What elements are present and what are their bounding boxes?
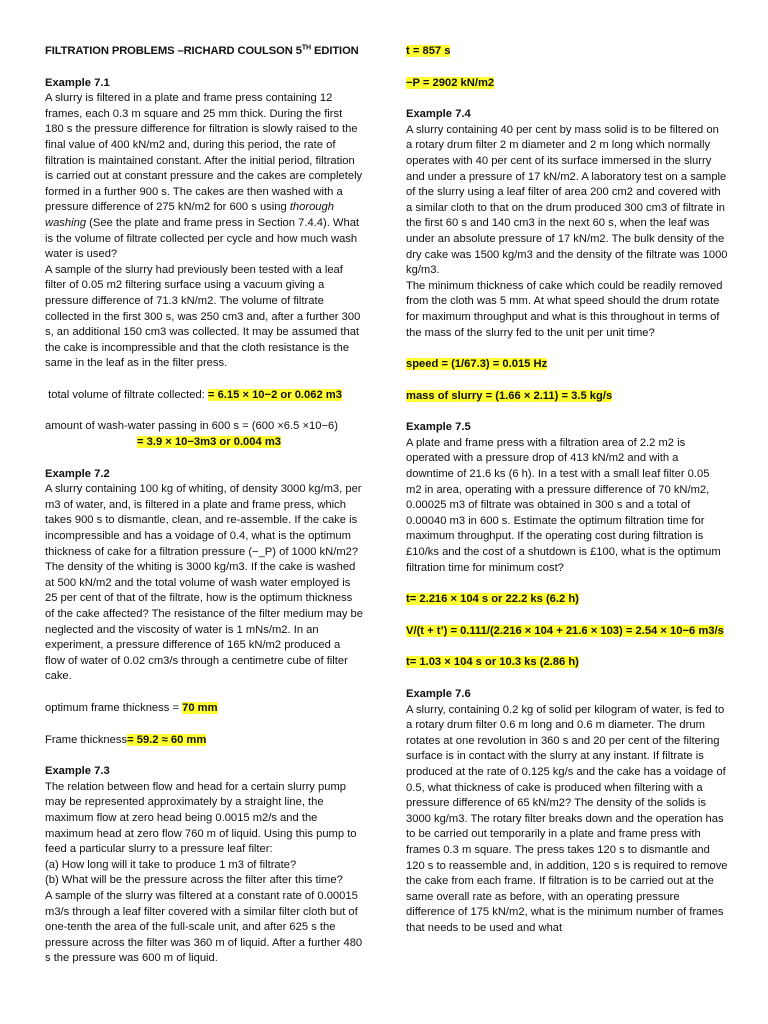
example-7-2-answer-2 [45, 733, 363, 749]
answer-highlight: = 59.2 ≈ 60 mm [127, 733, 207, 746]
example-7-5-text: A plate and frame press with a filtration area of 2.2 m2 is operated with a pressure drop of 413 kN/m2 and with a downtime of 21.6 ks (6 h). In a test with a small leaf filter 0.05 m2 in area, operating with a pressure difference of 70 kN/m2, 0.00025 m3 of filtrate was obtained in 300 s and a total of 0.00040 m3 in 600 s. Estimate the optimum filtration time for maximum throughput. If the operating cost during filtration is £10/ks and the cost of a shutdown is £100, what is the optimum filtration time for minimum cost? [406, 436, 721, 574]
example-7-3-question-b: (b) What will be the pressure across the filter after this time? [45, 874, 343, 887]
answer-label: total volume of filtrate collected: [48, 388, 205, 401]
answer-highlight: V/(t + t’) = 0.111/(2.216 × 104 + 21.6 × 103) = 2.54 × 10−6 m3/s [406, 624, 724, 637]
example-7-3-text: The relation between flow and head for a certain slurry pump may be represented approximately by a straight line, the maximum flow at zero head being 0.0015 m2/s and the maximum head at zero flow 760 m of liquid. Using this pump to feed a particular slurry to a pressure leaf filter: [45, 780, 357, 856]
answer-highlight: = 3.9 × 10−3m3 or 0.004 m3 [137, 436, 281, 449]
example-7-4-answer-speed [406, 357, 728, 373]
answer-highlight: speed = (1/67.3) = 0.015 Hz [406, 358, 548, 371]
example-7-1-text-part2: (See the plate and frame press in Section 7.4.4). What is the volume of filtrate collected per cycle and how much wash water is used? [45, 216, 360, 261]
example-7-5-answer-1 [406, 592, 728, 608]
left-column [45, 44, 363, 967]
answer-highlight: t= 2.216 × 104 s or 22.2 ks (6.2 h) [406, 593, 579, 606]
example-7-3-heading: Example 7.3 [45, 765, 110, 778]
example-7-1-answer-1 [45, 388, 363, 404]
answer-highlight: mass of slurry = (1.66 × 2.11) = 3.5 kg/s [406, 389, 613, 402]
answer-highlight: −P = 2902 kN/m2 [406, 76, 495, 89]
example-7-6-text: A slurry, containing 0.2 kg of solid per kilogram of water, is fed to a rotary drum filter 0.6 m long and 0.6 m diameter. The drum rotates at one revolution in 360 s and 20 per cent of the filtering surface is in contact with the slurry at any instant. If filtrate is produced at the rate of 0.125 kg/s and the cake has a voidage of 0.5, what thickness of cake is produced when filtering with a pressure difference of 65 kN/m2? The density of the solids is 3000 kg/m3. The rotary filter breaks down and the operation has to be carried out temporarily in a plate and frame press with frames 0.3 m square. The press takes 120 s to dismantle and 120 s to reassemble and, in addition, 120 s is required to remove the cake from each frame. If filtration is to be carried out at the same overall rate as before, with an operating pressure difference of 175 kN/m2, what is the minimum number of frames that needs to be used and what [406, 703, 728, 934]
example-7-1-answer-2 [45, 435, 363, 451]
example-7-5-heading: Example 7.5 [406, 421, 471, 434]
example-7-3-text-2: A sample of the slurry was filtered at a constant rate of 0.00015 m3/s through a leaf filter covered with a similar filter cloth but of one-tenth the area of the full-scale unit, and after 625 s the pressure across the filter was 360 m of liquid. After a further 480 s the pressure was 600 m of liquid. [45, 889, 363, 965]
answer-highlight: 70 mm [182, 701, 218, 714]
example-7-3-answer-p [406, 76, 728, 92]
answer-highlight: t= 1.03 × 104 s or 10.3 ks (2.86 h) [406, 656, 579, 669]
example-7-4-text: A slurry containing 40 per cent by mass solid is to be filtered on a rotary drum filter 2 m diameter and 2 m long which normally operates with 40 per cent of its surface immersed in the slurry and under a pressure of 17 kN/m2. A laboratory test on a sample of the slurry using a leaf filter of area 200 cm2 and covered with a similar cloth to that on the drum produced 300 cm3 of filtrate in the first 60 s and 140 cm3 in the next 60 s, when the leaf was under an absolute pressure of 17 kN/m2. The bulk density of the dry cake was 1500 kg/m3 and the density of the filtrate was 1000 kg/m3. [406, 123, 728, 277]
example-7-3-question-a: (a) How long will it take to produce 1 m3 of filtrate? [45, 858, 297, 871]
example-7-1-text-part1: A slurry is filtered in a plate and frame press containing 12 frames, each 0.3 m square and 25 mm thick. During the first 180 s the pressure difference for filtration is slowly raised to the final value of 400 kN/m2 and, during this period, the rate of filtration is maintained constant. After the initial period, filtration is carried out at constant pressure and the cakes are completely formed in a further 900 s. The cakes are then washed with a pressure difference of 275 kN/m2 for 600 s using [45, 92, 363, 214]
example-7-1-text-2: A sample of the slurry had previously been tested with a leaf filter of 0.05 m2 filtering surface using a vacuum giving a pressure difference of 71.3 kN/m2. The volume of filtrate collected in the first 300 s, was 250 cm3 and, after a further 300 s, an additional 150 cm3 was collected. It may be assumed that the cake is incompressible and that the cloth resistance is the same in the leaf as in the filter press. [45, 263, 361, 370]
answer-label: Frame thickness [45, 733, 128, 746]
example-7-1-heading: Example 7.1 [45, 76, 110, 89]
example-7-3-answer-t [406, 44, 728, 60]
title-text: FILTRATION PROBLEMS –RICHARD COULSON 5 [45, 45, 302, 57]
example-7-4-text-2: The minimum thickness of cake which could be readily removed from the cloth was 5 mm. At what speed should the drum rotate for maximum throughput and what is this throughout in terms of the mass of the slurry fed to the unit per unit time? [406, 279, 723, 339]
answer-label: optimum frame thickness = [45, 701, 179, 714]
example-7-1-answer-2-label: amount of wash-water passing in 600 s = (600 ×6.5 ×10−6) [45, 420, 338, 433]
example-7-2-heading: Example 7.2 [45, 467, 110, 480]
example-7-1-italic-phrase: thorough washing [45, 201, 334, 229]
answer-highlight: = 6.15 × 10−2 or 0.062 m3 [207, 388, 342, 401]
example-7-5-answer-3 [406, 655, 728, 671]
example-7-6-heading: Example 7.6 [406, 688, 471, 700]
example-7-4-answer-mass [406, 389, 728, 405]
example-7-2-text: A slurry containing 100 kg of whiting, of density 3000 kg/m3, per m3 of water, and, is filtered in a plate and frame press, which takes 900 s to dismantle, clean, and re-assemble. If the cake is incompressible and has a voidage of 0.4, what is the optimum thickness of cake for a filtration pressure (−_P) of 1000 kN/m2? The density of the whiting is 3000 kg/m3. If the cake is washed at 500 kN/m2 and the total volume of wash water employed is 25 per cent of that of the filtrate, how is the optimum thickness of the cake affected? The resistance of the filter medium may be neglected and the viscosity of water is 1 mNs/m2. In an experiment, a pressure difference of 165 kN/m2 produced a flow of water of 0.02 cm3/s through a centimetre cube of filter cake. [45, 483, 363, 683]
example-7-1-text [45, 91, 363, 263]
title-superscript: TH [301, 44, 311, 52]
example-7-5-answer-2 [406, 624, 728, 640]
title-suffix: EDITION [310, 45, 359, 57]
document-title [45, 44, 363, 60]
answer-highlight: t = 857 s [406, 45, 451, 57]
example-7-4-heading: Example 7.4 [406, 108, 471, 121]
example-7-2-answer-1 [45, 701, 363, 717]
right-column [406, 44, 728, 937]
